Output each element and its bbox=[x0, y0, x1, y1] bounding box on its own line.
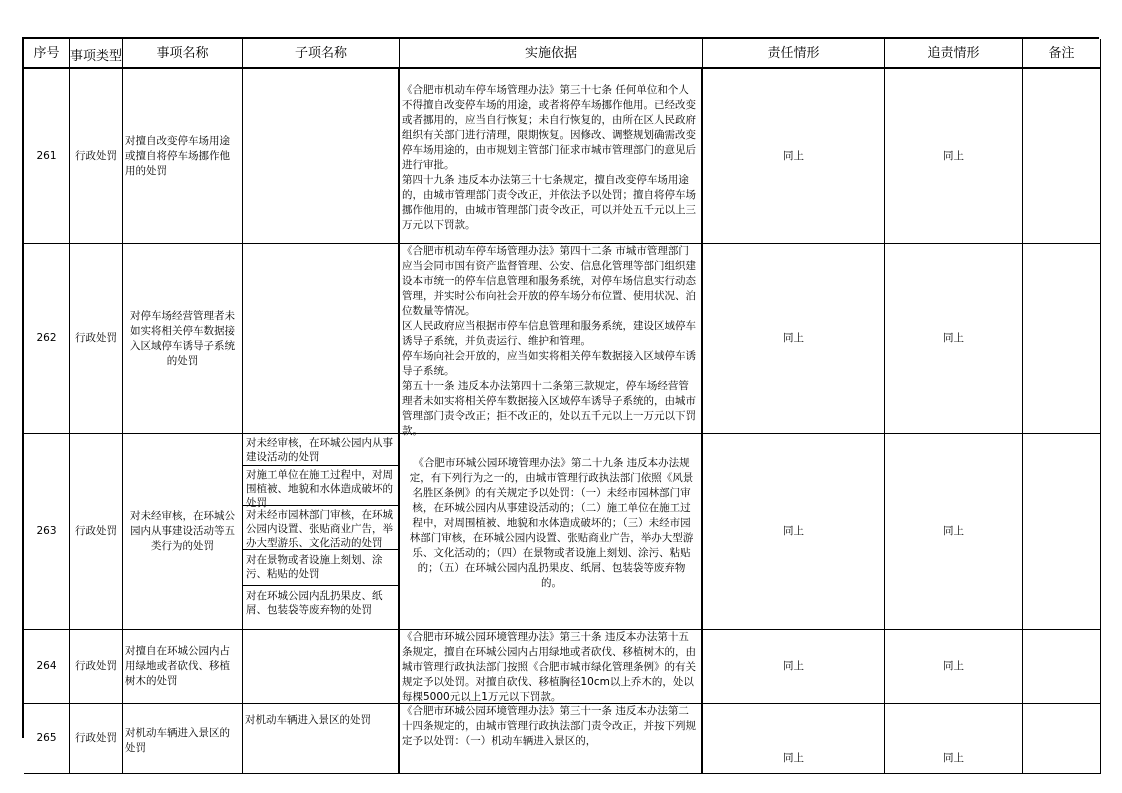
row-263-sub-item: 对未经市园林部门审核，在环城公园内设置、张贴商业广告，举办大型游乐、文化活动的处罚 bbox=[243, 506, 398, 550]
row-263-name: 对未经审核，在环城公园内从事建设活动等五类行为的处罚 bbox=[123, 434, 243, 630]
row-261-accountability: 同上 bbox=[885, 69, 1023, 244]
header-note: 备注 bbox=[1023, 39, 1101, 69]
row-265-type: 行政处罚 bbox=[70, 704, 123, 774]
row-265-accountability: 同上 bbox=[885, 704, 1023, 774]
row-262-accountability: 同上 bbox=[885, 244, 1023, 434]
row-263-sub-item: 对未经审核，在环城公园内从事建设活动的处罚 bbox=[243, 434, 398, 466]
responsibility-table bbox=[22, 37, 1099, 764]
row-265-sub: 对机动车辆进入景区的处罚 bbox=[243, 704, 400, 774]
row-264-basis: 《合肥市环城公园环境管理办法》第三十条 违反本办法第十五条规定，擅自在环城公园内占用绿地或者砍伐、移植树木的，由城市管理行政执法部门按照《合肥市城市绿化管理条例》的有关规定予以处罚。对擅自砍伐、移植胸径10cm以上乔木的，处以每棵5000元以上1万元以下罚款。 bbox=[400, 630, 703, 704]
row-262-responsibility: 同上 bbox=[703, 244, 885, 434]
row-262-basis: 《合肥市机动车停车场管理办法》第四十二条 市城市管理部门应当会同市国有资产监督管理、公安、信息化管理等部门组织建设本市统一的停车信息管理和服务系统，对停车场信息实行动态管理，并实时公布向社会开放的停车场分布位置、使用状况、泊位数量等情况。 区人民政府应当根据市停车信息管理和服务系统，建设区域停车诱导子系统，并负责运行、维护和管理。 停车场向社会开放的，应当如实将相关停车数据接入区域停车诱导子系统。 第五十一条 违反本办法第四十二条第三款规定，停车场经营管理者未如实将相关停车数据接入区域停车诱导子系统的，由城市管理部门责令改正；拒不改正的，处以五千元以上一万元以下罚款。 bbox=[400, 244, 703, 434]
header-item-name: 事项名称 bbox=[123, 39, 243, 69]
header-sub-item-name: 子项名称 bbox=[243, 39, 400, 69]
row-264-sub bbox=[243, 630, 400, 704]
row-264-accountability: 同上 bbox=[885, 630, 1023, 704]
row-264-note bbox=[1023, 630, 1101, 704]
row-261-note bbox=[1023, 69, 1101, 244]
row-262-name: 对停车场经营管理者未如实将相关停车数据接入区域停车诱导子系统的处罚 bbox=[123, 244, 243, 434]
header-responsibility: 责任情形 bbox=[703, 39, 885, 69]
row-262-type: 行政处罚 bbox=[70, 244, 123, 434]
row-263-seq: 263 bbox=[24, 434, 70, 630]
header-seq: 序号 bbox=[24, 39, 70, 69]
row-263-type: 行政处罚 bbox=[70, 434, 123, 630]
row-261-responsibility: 同上 bbox=[703, 69, 885, 244]
row-263-accountability: 同上 bbox=[885, 434, 1023, 630]
row-263-responsibility: 同上 bbox=[703, 434, 885, 630]
row-263-sub-item: 对在景物或者设施上刻划、涂污、粘贴的处罚 bbox=[243, 550, 398, 586]
row-264-seq: 264 bbox=[24, 630, 70, 704]
row-263-basis: 《合肥市环城公园环境管理办法》第二十九条 违反本办法规定，有下列行为之一的，由城市管理行政执法部门依照《风景名胜区条例》的有关规定予以处罚：（一）未经市园林部门审核，在环城公园内从事建设活动的；（二）施工单位在施工过程中，对周围植被、地貌和水体造成破坏的；（三）未经市园林部门审核，在环城公园内设置、张贴商业广告，举办大型游乐、文化活动的；（四）在景物或者设施上刻划、涂污、粘贴的；（五）在环城公园内乱扔果皮、纸屑、包装袋等废弃物的。 bbox=[400, 434, 703, 630]
row-261-seq: 261 bbox=[24, 69, 70, 244]
row-263-sub-group bbox=[243, 434, 400, 630]
row-264-name: 对擅自在环城公园内占用绿地或者砍伐、移植树木的处罚 bbox=[123, 630, 243, 704]
row-263-sub-item: 对施工单位在施工过程中，对周围植被、地貌和水体造成破坏的处罚 bbox=[243, 466, 398, 506]
row-261-name: 对擅自改变停车场用途或擅自将停车场挪作他用的处罚 bbox=[123, 69, 243, 244]
row-265-note bbox=[1023, 704, 1101, 774]
row-261-sub bbox=[243, 69, 400, 244]
header-accountability: 追责情形 bbox=[885, 39, 1023, 69]
header-type: 事项类型 bbox=[70, 39, 123, 69]
row-261-basis: 《合肥市机动车停车场管理办法》第三十七条 任何单位和个人不得擅自改变停车场的用途，或者将停车场挪作他用。已经改变或者挪用的，应当自行恢复；未自行恢复的，由所在区人民政府组织有关部门进行清理，限期恢复。因修改、调整规划确需改变停车场用途的，由市规划主管部门征求市城市管理部门的意见后进行审批。 第四十九条 违反本办法第三十七条规定，擅自改变停车场用途的，由城市管理部门责令改正，并依法予以处罚；擅自将停车场挪作他用的，由城市管理部门责令改正，可以并处五千元以上三万元以下罚款。 bbox=[400, 69, 703, 244]
row-262-sub bbox=[243, 244, 400, 434]
row-262-note bbox=[1023, 244, 1101, 434]
row-263-note bbox=[1023, 434, 1101, 630]
header-basis: 实施依据 bbox=[400, 39, 703, 69]
row-265-basis: 《合肥市环城公园环境管理办法》第三十一条 违反本办法第二十四条规定的，由城市管理行政执法部门责令改正，并按下列规定予以处罚：（一）机动车辆进入景区的， bbox=[400, 704, 703, 774]
row-262-seq: 262 bbox=[24, 244, 70, 434]
row-265-name: 对机动车辆进入景区的处罚 bbox=[123, 704, 243, 774]
row-265-seq: 265 bbox=[24, 704, 70, 774]
row-263-sub-item: 对在环城公园内乱扔果皮、纸屑、包装袋等废弃物的处罚 bbox=[246, 590, 383, 616]
row-265-responsibility: 同上 bbox=[703, 704, 885, 774]
row-264-type: 行政处罚 bbox=[70, 630, 123, 704]
row-261-type: 行政处罚 bbox=[70, 69, 123, 244]
row-264-responsibility: 同上 bbox=[703, 630, 885, 704]
